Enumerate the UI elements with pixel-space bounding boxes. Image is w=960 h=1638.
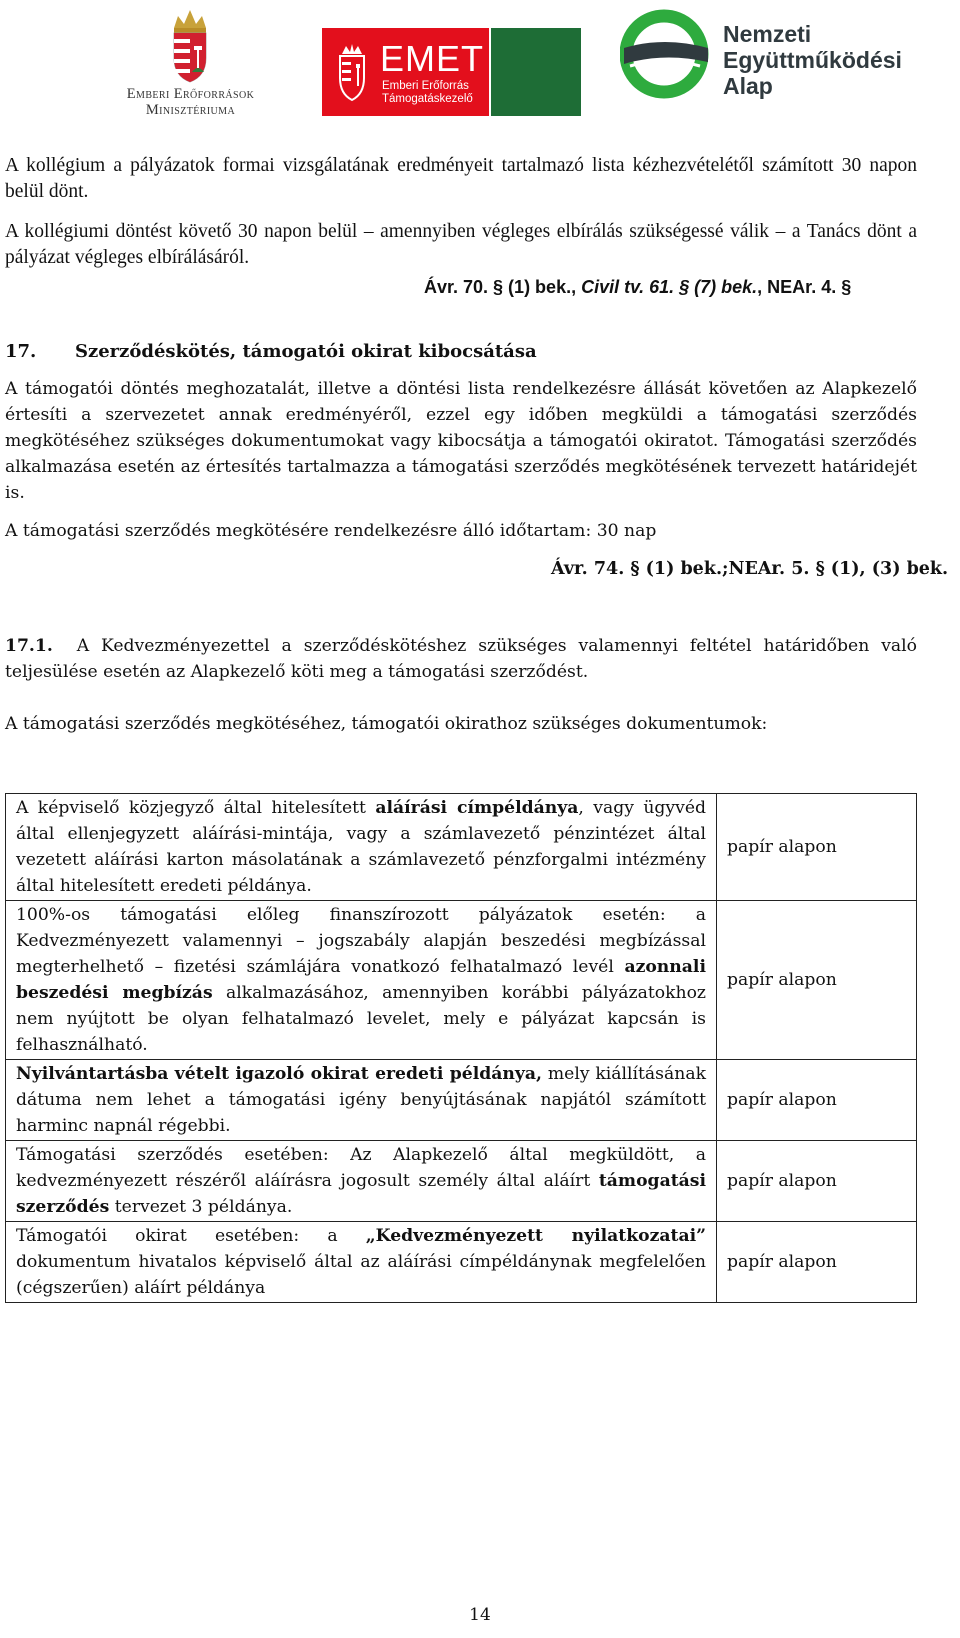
table-row [6,901,917,1060]
nea-logo-line1: Nemzeti [723,21,812,47]
emet-logo-sub2: Támogatáskezelő [382,93,473,105]
document-description-text: Támogatói okirat esetében: a [16,1226,366,1246]
emmi-logo-line2: Minisztériuma [145,102,236,118]
required-documents-table [5,793,917,1303]
hungarian-coat-of-arms-icon [108,6,273,86]
document-description-text: 100%-os támogatási előleg finanszírozott pályázatok esetén: a Kedvezményezett valamennyi – jogszabály alapján beszedési megbízással megterhelhető – fizetési számlájára vonatkozó felhatalmazó levél [16,905,706,977]
document-description [6,901,717,1060]
emet-logo-sub1: Emberi Erőforrás [382,80,469,92]
section-17-duration: A támogatási szerződés megkötésére rendelkezésre álló időtartam: 30 nap [5,521,657,541]
document-description-bold: azonnali beszedési megbízás [16,957,706,1003]
nea-logo-line3: Alap [723,73,773,99]
document-description-bold: aláírási címpéldánya [375,798,579,818]
section-17-1-paragraph [5,633,917,685]
section-17-title: Szerződéskötés, támogatói okirat kibocsátása [75,341,537,362]
document-description-text: dokumentum hivatalos képviselő által az aláírási címpéldánynak megfelelően (cégszerűen) aláírt példánya [16,1252,706,1298]
table-row [6,1222,917,1303]
table-row [6,1141,917,1222]
document-form: papír alapon [717,1060,917,1141]
document-form: papír alapon [717,1141,917,1222]
emet-logo [322,28,489,116]
document-description-text: , vagy ügyvéd által ellenjegyzett aláírási-mintája, vagy a számlavezető pénzintézet által vezetett aláírási karton másolatának a számlavezető pénzforgalmi intézmény által hitelesített eredeti példánya. [16,798,706,896]
document-description [6,794,717,901]
section-17-number: 17. [5,341,37,362]
section-17-1-number: 17.1. [5,636,53,656]
document-description-text: tervezet 3 példánya. [109,1197,293,1217]
document-description-bold: „Kedvezményezett nyilatkozatai” [365,1226,707,1246]
page-number: 14 [469,1605,491,1625]
document-description-text: Támogatási szerződés esetében: Az Alapkezelő által megküldött, a kedvezményezett részéről aláírásra jogosult személy által aláírt [16,1145,706,1191]
section-17-1-text: A Kedvezményezettel a szerződéskötéshez szükséges valamennyi feltétel határidőben való teljesülése esetén az Alapkezelő köti meg a támogatási szerződést. [5,636,917,682]
legal-reference-1 [424,275,917,299]
document-description-text: A képviselő közjegyző által hitelesített [16,798,376,818]
emmi-logo-line1: Emberi Erőforrások [126,86,255,102]
emet-logo-green-panel [491,28,581,116]
document-description [6,1222,717,1303]
legal-reference-1-part-a: Ávr. 70. § (1) bek., [424,277,582,297]
legal-reference-1-part-c: , NEAr. 4. § [757,277,852,297]
document-description [6,1141,717,1222]
emet-logo-name: EMET [380,38,485,79]
document-description-bold: támogatási szerződés [16,1171,706,1217]
nea-logo [620,8,950,103]
document-description-text: mely kiállításának dátuma nem lehet a támogatási igény benyújtásának napjától számított harminc napnál régebbi. [16,1064,706,1136]
paragraph-council-decision: A kollégiumi döntést követő 30 napon belül – amennyiben végleges elbírálás szükségessé válik – a Tanács dönt a pályázat végleges elbírálásáról. [5,221,917,268]
document-description-text: alkalmazásához, amennyiben korábbi pályázatokhoz nem nyújtott be olyan felhatalmazó levelet, mely e pályázat kapcsán is felhasználható. [16,983,706,1055]
document-description [6,1060,717,1141]
nea-logo-line2: Együttműködési [723,47,902,73]
document-description-bold: Nyilvántartásba vételt igazoló okirat eredeti példánya, [16,1064,543,1084]
legal-reference-1-part-b: Civil tv. 61. § (7) bek. [581,277,758,297]
section-17-paragraph: A támogatói döntés meghozatalát, illetve a döntési lista rendelkezésre állását követően az Alapkezelő értesíti a szervezetet annak eredményéről, ezzel egy időben megküldi a támogatási szerződés megkötéséhez szükséges dokumentumokat vagy kibocsátja a támogatói okiratot. Támogatási szerződés alkalmazása esetén az értesítés tartalmazza a támogatási szerződés megkötésének tervezett határidejét is. [5,379,917,503]
paragraph-college-decision: A kollégium a pályázatok formai vizsgálatának eredményeit tartalmazó lista kézhezvételétől számított 30 napon belül dönt. [5,155,917,202]
table-row [6,1060,917,1141]
coat-of-arms-icon [332,42,372,102]
document-form: papír alapon [717,1222,917,1303]
documents-intro: A támogatási szerződés megkötéséhez, támogatói okirathoz szükséges dokumentumok: [5,714,768,734]
table-row [6,794,917,901]
nea-circle-logo-icon [620,8,715,103]
legal-reference-2: Ávr. 74. § (1) bek.;NEAr. 5. § (1), (3) bek. [551,559,949,579]
document-form: papír alapon [717,901,917,1060]
document-form: papír alapon [717,794,917,901]
emmi-logo [108,6,273,118]
